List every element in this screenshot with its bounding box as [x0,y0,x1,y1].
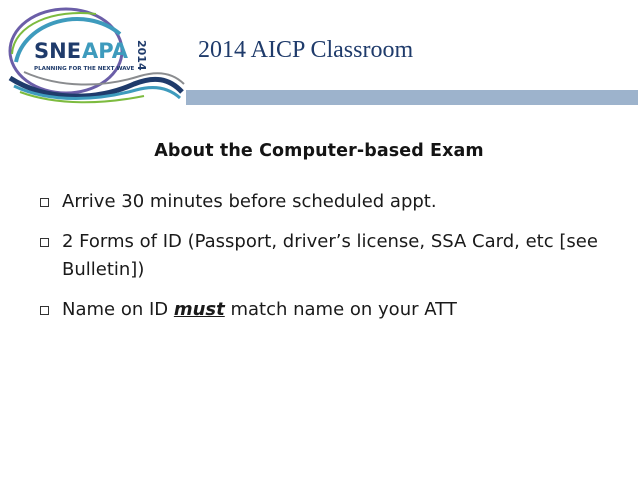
logo-brand-sne: SNE [34,39,82,63]
bullet-list [32,188,632,336]
logo-tagline: PLANNING FOR THE NEXT WAVE [34,66,135,72]
logo-year: 2014 [135,40,148,71]
emphasis-word: must [173,299,225,320]
bullet-box-icon [40,306,49,315]
bullet-item [32,228,632,284]
logo-brand-apa: APA [82,39,128,63]
bullet-text: 2 Forms of ID (Passport, driver’s license, SSA Card, etc [see Bulletin]) [62,231,598,280]
bullet-item [32,188,632,216]
bullet-text: Arrive 30 minutes before scheduled appt. [62,191,437,212]
bullet-text-post: match name on your ATT [224,299,457,320]
section-heading: About the Computer-based Exam [154,141,484,161]
wave-logo-graphic [4,4,186,104]
bullet-text-pre: Name on ID [62,299,174,320]
bullet-box-icon [40,198,49,207]
slide-title: 2014 AICP Classroom [198,37,414,63]
title-rule [186,90,638,105]
bullet-box-icon [40,238,49,247]
bullet-item [32,296,632,324]
snepa-logo [4,4,186,104]
